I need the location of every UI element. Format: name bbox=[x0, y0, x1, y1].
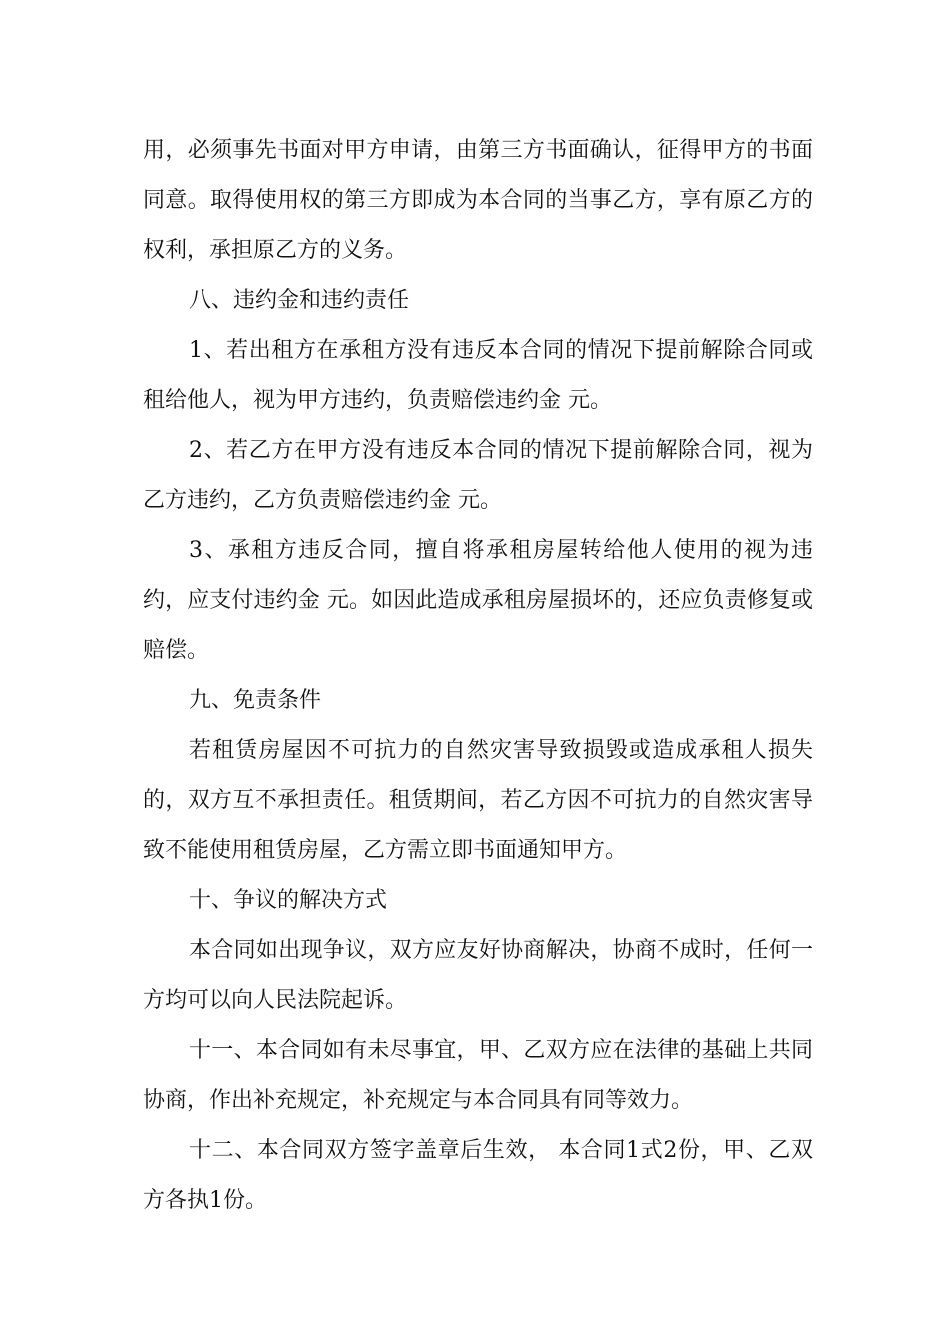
clause-11: 十一、本合同如有未尽事宜，甲、乙双方应在法律的基础上共同协商，作出补充规定，补充规定与本合同具有同等效力。 bbox=[143, 1038, 813, 1113]
clause-8-1: 1、若出租方在承租方没有违反本合同的情况下提前解除合同或租给他人，视为甲方违约，负责赔偿违约金 元。 bbox=[143, 338, 813, 413]
clause-9-body: 若租赁房屋因不可抗力的自然灾害导致损毁或造成承租人损失的，双方互不承担责任。租赁期间，若乙方因不可抗力的自然灾害导致不能使用租赁房屋，乙方需立即书面通知甲方。 bbox=[143, 738, 813, 863]
clause-10-body: 本合同如出现争议，双方应友好协商解决，协商不成时，任何一方均可以向人民法院起诉。 bbox=[143, 938, 813, 1013]
clause-8-3: 3、承租方违反合同，擅自将承租房屋转给他人使用的视为违约，应支付违约金 元。如因此造成承租房屋损坏的，还应负责修复或赔偿。 bbox=[143, 538, 813, 663]
clause-8-2: 2、若乙方在甲方没有违反本合同的情况下提前解除合同，视为乙方违约，乙方负责赔偿违约金 元。 bbox=[143, 438, 813, 513]
section-heading-8: 八、违约金和违约责任 bbox=[189, 288, 410, 313]
clause-12: 十二、本合同双方签字盖章后生效， 本合同1式2份，甲、乙双方各执1份。 bbox=[143, 1138, 813, 1213]
section-heading-10: 十、争议的解决方式 bbox=[189, 888, 388, 913]
document-body bbox=[143, 126, 813, 1226]
paragraph-continuation: 用，必须事先书面对甲方申请，由第三方书面确认，征得甲方的书面同意。取得使用权的第三方即成为本合同的当事乙方，享有原乙方的权利，承担原乙方的义务。 bbox=[143, 138, 813, 263]
section-heading-9: 九、免责条件 bbox=[189, 688, 322, 713]
